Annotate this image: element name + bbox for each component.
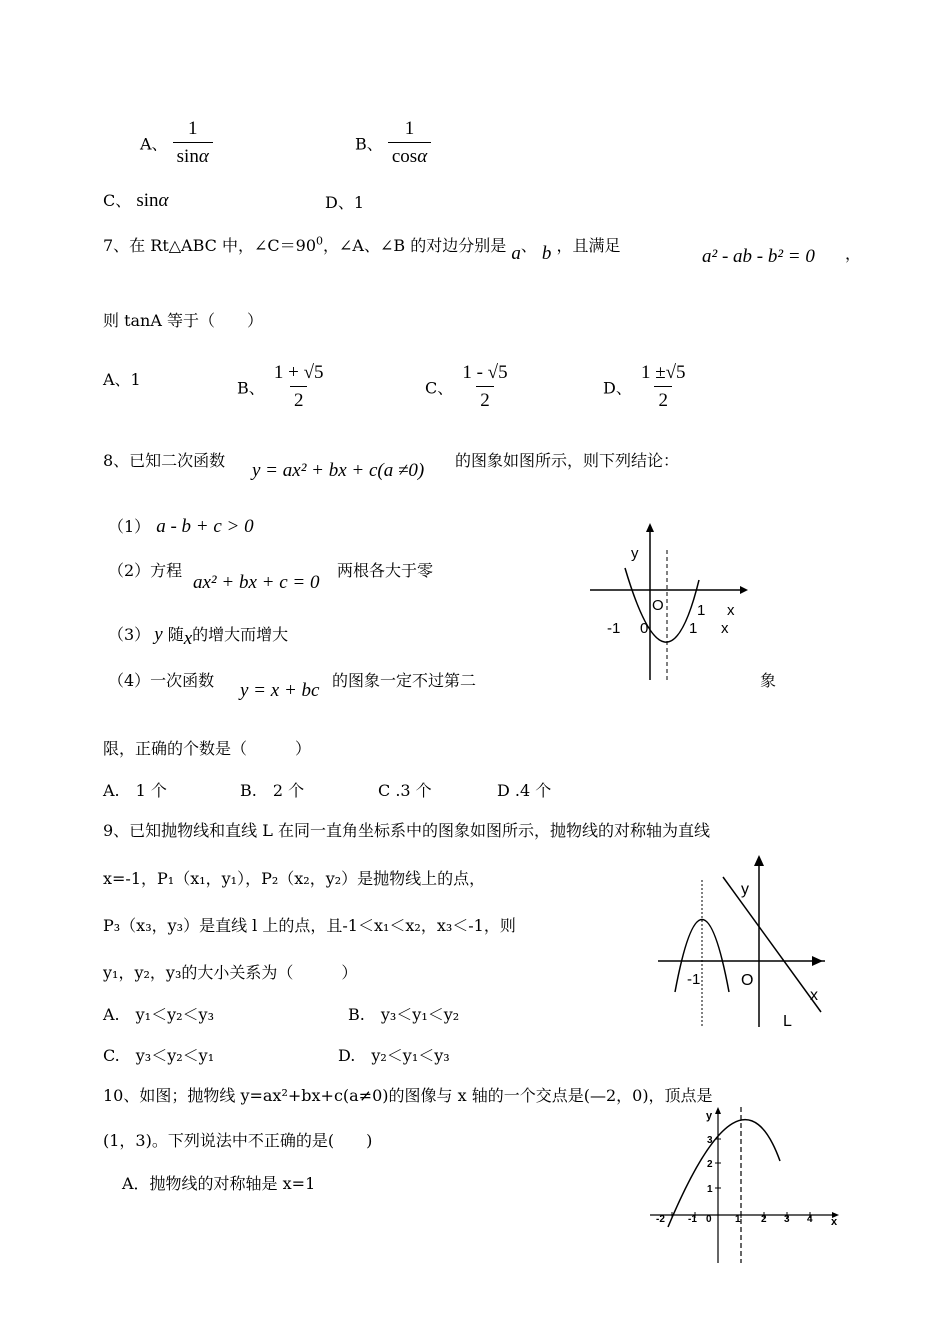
q9-label-x: x <box>810 987 818 1004</box>
q8-statement-2: （2）方程 <box>108 561 183 580</box>
q8-stem-tail: 的图象如图所示，则下列结论： <box>455 451 680 470</box>
q8-statement-4-end: 象 <box>760 671 777 690</box>
q8-function: y = ax² + bx + c(a ≠0) <box>252 460 425 481</box>
q6-option-b <box>355 118 431 168</box>
q6-option-d: D、1 <box>325 193 365 212</box>
q10-label-y: y <box>706 1110 713 1122</box>
q6-option-b-label: B、 <box>355 134 383 154</box>
q6-option-a <box>140 118 213 168</box>
q8-stem: 8、已知二次函数 <box>103 451 226 470</box>
q10-tick-x0: 0 <box>706 1214 712 1225</box>
q10-tick-y3: 3 <box>707 1135 713 1146</box>
q6-option-a-fraction <box>173 118 213 168</box>
q9-line-3: P₃（x₃，y₃）是直线 l 上的点，且-1＜x₁＜x₂，x₃＜-1，则 <box>103 916 516 935</box>
q9-label-o: O <box>741 972 754 989</box>
q9-x-arrow <box>812 956 823 966</box>
q10-parabola <box>668 1120 780 1227</box>
q8-option-d: D .4 个 <box>497 781 552 800</box>
q10-option-a: A．抛物线的对称轴是 x=1 <box>122 1174 316 1193</box>
q9-label-y: y <box>741 881 749 898</box>
q10-stem: 10、如图；抛物线 y=ax²+bx+c(a≠0)的图像与 x 轴的一个交点是(—2，0)，顶点是 <box>103 1086 713 1105</box>
q8-label-zero: 0 <box>640 620 649 637</box>
q9-option-a: A. y₁＜y₂＜y₃ <box>103 1005 215 1024</box>
q8-y-arrow <box>646 523 654 532</box>
q9-line-2: x=-1，P₁（x₁，y₁），P₂（x₂，y₂）是抛物线上的点， <box>103 869 486 888</box>
q8-label-one-bot: 1 <box>689 620 698 637</box>
q7-question-line: 则 tanA 等于（ ） <box>103 311 264 330</box>
q10-tick-y1: 1 <box>707 1184 713 1195</box>
q6-option-a-label: A、 <box>140 134 168 154</box>
q8-label-o: O <box>652 597 664 614</box>
q6-option-c-label: C、 <box>103 191 132 210</box>
q7-option-b: B、 $\frac{1 + √5}{2}$ <box>237 362 324 411</box>
q10-graph <box>648 1105 848 1265</box>
q10-tick-x1: 1 <box>735 1214 741 1225</box>
q8-x-arrow <box>740 586 748 594</box>
q7-option-a: A、1 <box>103 370 141 389</box>
q10-line-2: (1，3)。下列说法中不正确的是( ) <box>103 1131 373 1150</box>
q10-tick-x3: 3 <box>784 1214 790 1225</box>
q8-label-x-bot: x <box>721 620 729 637</box>
q8-label-y: y <box>631 545 639 562</box>
q7-comma: ， <box>845 244 862 263</box>
q8-option-c: C .3 个 <box>378 781 432 800</box>
q6-option-c-expr: sinα <box>136 190 169 211</box>
q6-b-denominator: cosα <box>388 142 431 168</box>
q8-statement-4-tail: 的图象一定不过第二 <box>332 671 477 690</box>
q10-tick-x4: 4 <box>807 1214 813 1225</box>
q10-tick-xm2: -2 <box>656 1214 665 1225</box>
q7-equation: a² - ab - b² = 0 <box>702 246 815 267</box>
q6-option-c <box>103 188 169 212</box>
q10-tick-y2: 2 <box>707 1159 713 1170</box>
q9-option-d: D. y₂＜y₁＜y₃ <box>338 1046 450 1065</box>
q8-statement-4: （4）一次函数 <box>108 671 215 690</box>
q7-stem: 7、在 Rt△ABC 中，$\angle C=90^0$，∠A、∠B 的对边分别是 a、 b ，且满足 <box>103 234 621 264</box>
q8-statement-3: （3） y 随x的增大而增大 <box>108 624 289 649</box>
q10-tick-xm1: -1 <box>688 1214 697 1225</box>
q8-label-one-top: 1 <box>697 602 706 619</box>
q9-stem: 9、已知抛物线和直线 L 在同一直角坐标系中的图象如图所示，抛物线的对称轴为直线 <box>103 821 710 840</box>
q8-question-line: 限，正确的个数是（ ） <box>103 739 312 758</box>
q9-label-neg1: -1 <box>687 971 701 988</box>
q10-tick-x2: 2 <box>761 1214 767 1225</box>
q8-statement-1: （1） a - b + c > 0 <box>108 516 254 537</box>
q6-a-numerator: 1 <box>187 118 198 139</box>
q6-b-numerator: 1 <box>404 118 415 139</box>
q9-option-c: C. y₃＜y₂＜y₁ <box>103 1046 215 1065</box>
q8-statement-2-tail: 两根各大于零 <box>337 561 434 580</box>
q9-line-4: y₁，y₂，y₃的大小关系为（ ） <box>103 963 358 982</box>
q8-option-b: B. 2 个 <box>240 781 305 800</box>
q8-statement-2-expr: ax² + bx + c = 0 <box>193 572 320 593</box>
q9-line-l <box>723 877 821 1012</box>
q7-option-c: C、 $\frac{1 - √5}{2}$ <box>425 362 508 411</box>
q8-statement-4-expr: y = x + bc <box>240 680 320 701</box>
q8-parabola-graph <box>585 520 750 690</box>
q10-label-x: x <box>831 1216 838 1228</box>
q9-y-arrow <box>754 855 764 866</box>
q9-option-b: B. y₃＜y₁＜y₂ <box>348 1005 460 1024</box>
q8-label-x-top: x <box>727 602 735 619</box>
q9-graph <box>655 852 840 1032</box>
q7-option-d: D、 $\frac{1 \pm√5}{2}$ <box>603 362 686 411</box>
q8-option-a: A. 1 个 <box>103 781 167 800</box>
q8-label-neg1: -1 <box>607 620 621 637</box>
q6-option-b-fraction <box>388 118 431 168</box>
q9-label-l: L <box>783 1013 792 1030</box>
q6-a-denominator: sinα <box>173 142 213 168</box>
q10-y-arrow <box>715 1107 721 1114</box>
